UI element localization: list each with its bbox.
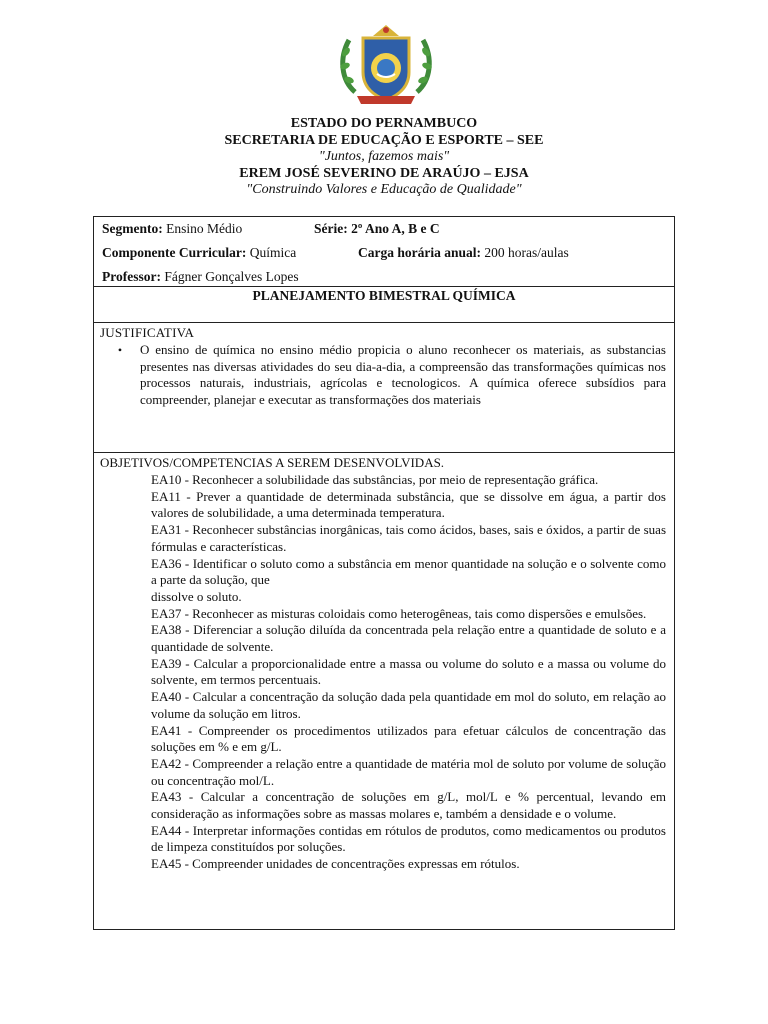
- objective-item: [100, 589, 668, 606]
- serie-value: 2º Ano A, B e C: [351, 221, 440, 236]
- carga-row: [358, 245, 569, 261]
- objective-item: [100, 522, 668, 555]
- objective-text: EA43 - Calcular a concentração de soluções em g/L, mol/L e % percentual, levando em consideração as informações sobre as massas molares e, também a densidade e o volume.: [151, 789, 666, 822]
- objective-item: [100, 723, 668, 756]
- componente-row: [102, 245, 296, 261]
- objective-item: [100, 622, 668, 655]
- objective-text: EA42 - Compreender a relação entre a quantidade de matéria mol de soluto por volume de solução ou concentração mol/L.: [151, 755, 666, 788]
- objective-text: EA41 - Compreender os procedimentos utilizados para efetuar cálculos de concentração das soluções em % e em g/L.: [151, 722, 666, 755]
- objetivos-list: [100, 472, 668, 873]
- planning-title: PLANEJAMENTO BIMESTRAL QUÍMICA: [94, 287, 674, 323]
- objective-text: dissolve o soluto.: [151, 588, 242, 604]
- objective-text: EA31 - Reconhecer substâncias inorgânicas, tais como ácidos, bases, sais e óxidos, a partir de suas fórmulas e características.: [151, 522, 666, 554]
- bullet-icon: •: [117, 343, 123, 357]
- checkbox-glyph-icon: [100, 723, 151, 756]
- course-info-section: [94, 217, 674, 287]
- objective-text: EA44 - Interpretar informações contidas em rótulos de produtos, como medicamentos ou produtos de limpeza constituídos por soluções.: [151, 822, 666, 855]
- school-motto: "Construindo Valores e Educação de Qualidade": [246, 182, 522, 197]
- objective-text: EA36 - Identificar o soluto como a substância em menor quantidade na solução e o solvente como a parte da solução, que: [151, 555, 666, 588]
- objective-item: [100, 656, 668, 689]
- checkbox-glyph-icon: [100, 656, 151, 689]
- checkbox-glyph-icon: [100, 606, 151, 623]
- segmento-label: Segmento:: [102, 221, 163, 236]
- checkbox-glyph-icon: [100, 489, 151, 522]
- objective-text: EA11 - Prever a quantidade de determinada substância, que se dissolve em água, a partir dos valores de solubilidade, a uma determinada temperatura.: [151, 488, 666, 521]
- secretariat-name: SECRETARIA DE EDUCAÇÃO E ESPORTE – SEE: [224, 132, 544, 148]
- objetivos-section: [94, 453, 674, 929]
- checkbox-glyph-icon: [100, 689, 151, 722]
- justificativa-text: O ensino de química no ensino médio propicia o aluno reconhecer os materiais, as substancias presentes nas diversas atividades do seu dia-a-dia, a compreensão das transformações químicas nos processos naturais, industriais, agrícolas e tecnologicos. A química oferece subsídios para compreender, planejar e executar as transformações dos materiais: [140, 342, 666, 407]
- justificativa-heading: JUSTIFICATIVA: [100, 325, 195, 340]
- professor-row: [102, 269, 299, 285]
- objective-item: [100, 823, 668, 856]
- objective-item: [100, 789, 668, 822]
- segmento-row: [102, 221, 242, 237]
- pernambuco-coat-of-arms-icon: [337, 22, 435, 108]
- carga-label: Carga horária anual:: [358, 245, 481, 260]
- objective-text: EA45 - Compreender unidades de concentrações expressas em rótulos.: [151, 856, 520, 872]
- carga-value: 200 horas/aulas: [484, 245, 569, 260]
- professor-value: Fágner Gonçalves Lopes: [164, 269, 299, 284]
- checkbox-glyph-icon: [100, 472, 151, 489]
- document-header: [0, 116, 768, 199]
- checkbox-glyph-icon: [100, 789, 151, 822]
- objective-item: [100, 856, 668, 873]
- objective-item: [100, 489, 668, 522]
- segmento-value: Ensino Médio: [166, 221, 243, 236]
- objective-item: [100, 689, 668, 722]
- checkbox-glyph-icon: [100, 856, 151, 873]
- checkbox-glyph-icon: [100, 589, 151, 606]
- objective-text: EA38 - Diferenciar a solução diluída da concentrada pela relação entre a quantidade de soluto e a quantidade de solvente.: [151, 622, 666, 655]
- checkbox-glyph-icon: [100, 756, 151, 789]
- objective-text: EA10 - Reconhecer a solubilidade das substâncias, por meio de representação gráfica.: [151, 472, 599, 487]
- motto-line: "Juntos, fazemos mais": [318, 149, 450, 164]
- objective-text: EA37 - Reconhecer as misturas coloidais como heterogêneas, tais como dispersões e emulsões.: [151, 605, 647, 621]
- justificativa-section: [94, 323, 674, 453]
- componente-label: Componente Curricular:: [102, 245, 247, 260]
- objective-item: [100, 472, 668, 489]
- professor-label: Professor:: [102, 269, 161, 284]
- justificativa-bullet-item: [100, 342, 668, 408]
- objective-item: [100, 606, 668, 623]
- componente-value: Química: [249, 245, 297, 260]
- objective-text: EA40 - Calcular a concentração da solução dada pela quantidade em mol do soluto, em relação ao volume da solução em litros.: [151, 689, 666, 721]
- planning-table: [93, 216, 675, 930]
- serie-label: Série:: [314, 221, 348, 236]
- objetivos-heading: OBJETIVOS/COMPETENCIAS A SEREM DESENVOLVIDAS.: [100, 455, 445, 470]
- checkbox-glyph-icon: [100, 823, 151, 856]
- checkbox-glyph-icon: [100, 622, 151, 655]
- state-name: ESTADO DO PERNAMBUCO: [290, 116, 478, 131]
- checkbox-glyph-icon: [100, 556, 151, 589]
- serie-row: [314, 221, 440, 237]
- checkbox-glyph-icon: [100, 522, 151, 555]
- objective-item: [100, 556, 668, 589]
- school-name: EREM JOSÉ SEVERINO DE ARAÚJO – EJSA: [239, 165, 529, 181]
- objective-item: [100, 756, 668, 789]
- objective-text: EA39 - Calcular a proporcionalidade entre a massa ou volume do soluto e a massa ou volume do solvente, em termos percentuais.: [151, 655, 666, 688]
